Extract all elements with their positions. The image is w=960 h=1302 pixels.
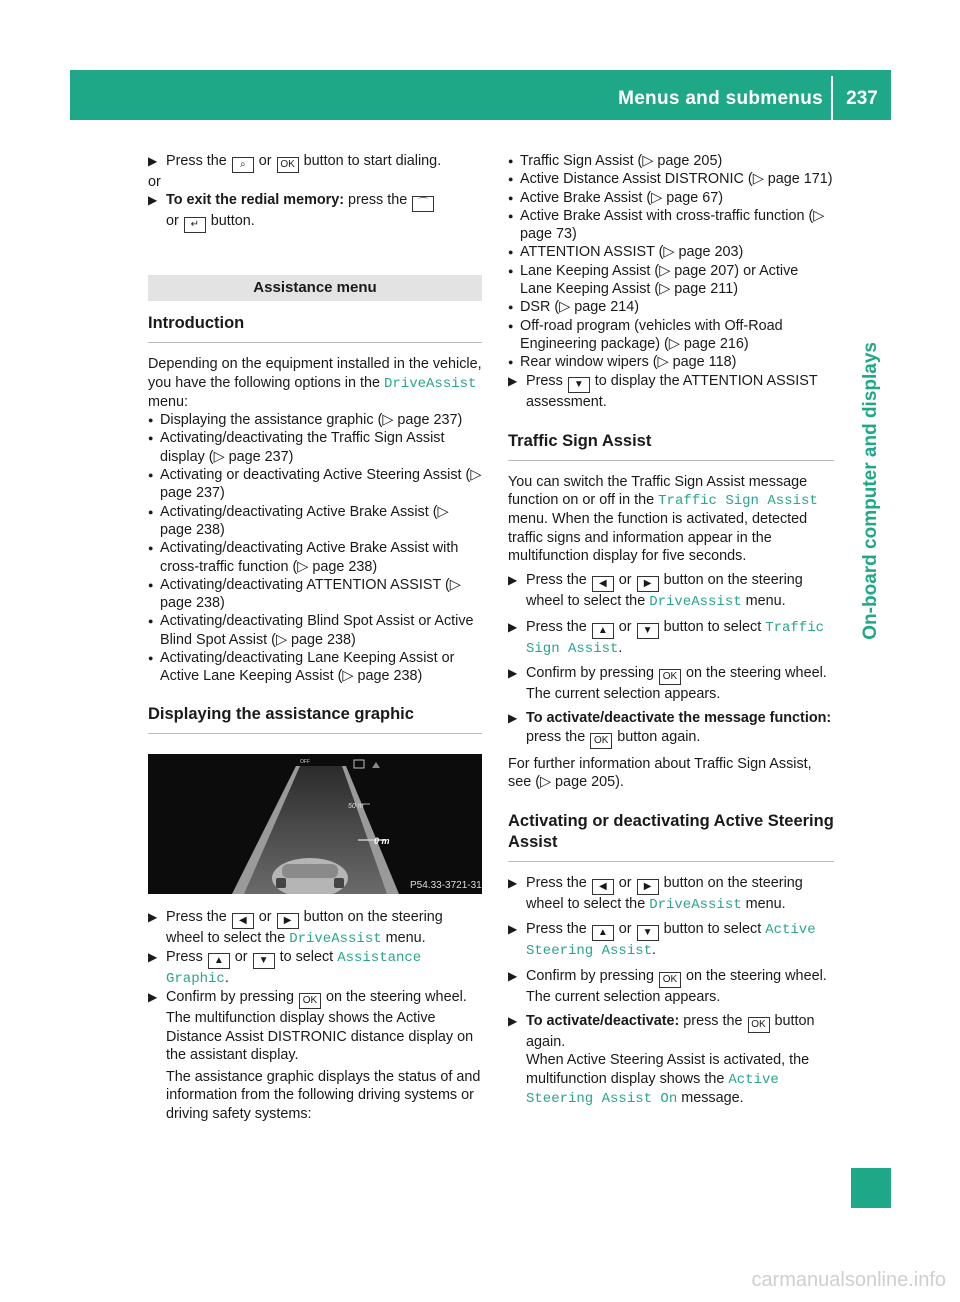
heading-introduction: Introduction: [148, 313, 482, 343]
left-key-icon: ◀: [592, 879, 614, 895]
step-arrow-icon: ▶: [508, 922, 518, 937]
down-key-icon: ▼: [637, 623, 659, 639]
step-arrow-icon: ▶: [508, 968, 518, 983]
or-text: or: [148, 174, 161, 190]
tsa-more-info: For further information about Traffic Sign Assist, see (▷ page 205).: [508, 755, 812, 790]
phone-icon: ⌕: [232, 157, 254, 173]
options-list: [148, 411, 482, 685]
step-arrow-icon: ▶: [508, 876, 518, 891]
instruction-step: ▶ Press the ▲ or ▼ button to select Traffic Sign Assist.: [508, 618, 825, 657]
tsa-paragraph: You can switch the Traffic Sign Assist message function on or off in the Traffic Sign Assist menu. When the function is activated, detected traffic signs and information appear in the multifunction display for five seconds.: [508, 473, 818, 565]
side-tab-label: On-board computer and displays: [860, 342, 881, 640]
page-number: 237: [846, 88, 878, 109]
list-item: ● Traffic Sign Assist (▷ page 205): [508, 153, 723, 169]
instruction-step: ▶ Press ▼ to display the ATTENTION ASSIST assessment.: [508, 372, 818, 410]
off-label: OFF: [300, 758, 310, 765]
left-key-icon: ◀: [592, 576, 614, 592]
heading-traffic-sign-assist: Traffic Sign Assist: [508, 431, 834, 461]
instruction-step: ▶ To activate/deactivate the message function: press the OK button again.: [508, 709, 834, 748]
ok-key-icon: OK: [659, 669, 681, 685]
up-key-icon: ▲: [592, 623, 614, 639]
left-key-icon: ◀: [232, 913, 254, 929]
step-arrow-icon: ▶: [508, 711, 518, 726]
step-arrow-icon: ▶: [508, 619, 518, 634]
intro-paragraph: Depending on the equipment installed in the vehicle, you have the following options in the DriveAssist menu:: [148, 356, 482, 410]
list-item: ● Activating/deactivating ATTENTION ASSIST (▷ page 238): [148, 576, 461, 612]
section-bar: Assistance menu: [148, 275, 482, 301]
instruction-step: ▶ Press the ◀ or ▶ button on the steering wheel to select the DriveAssist menu.: [508, 572, 803, 611]
list-item: ● ATTENTION ASSIST (▷ page 203): [508, 244, 744, 261]
down-key-icon: ▼: [568, 377, 590, 393]
instruction-step: ▶ Press the ◀ or ▶ button on the steering wheel to select the DriveAssist menu.: [148, 908, 443, 947]
watermark: carmanualsonline.info: [751, 1269, 946, 1291]
step-arrow-icon: ▶: [148, 909, 158, 924]
instruction-step: ▶ To exit the redial memory: press the ⌒ or ↵ button.: [148, 191, 482, 233]
ok-key-icon: OK: [590, 733, 612, 749]
step-arrow-icon: ▶: [508, 573, 518, 588]
ok-key-icon: OK: [748, 1017, 770, 1033]
instruction-step: ▶ Confirm by pressing OK on the steering wheel. The current selection appears.: [508, 967, 827, 1005]
step-arrow-icon: ▶: [148, 949, 158, 964]
down-key-icon: ▼: [253, 953, 275, 969]
step-arrow-icon: ▶: [148, 154, 158, 168]
list-item: ● Rear window wipers (▷ page 118): [508, 354, 737, 371]
step-arrow-icon: ▶: [148, 193, 158, 208]
instruction-step: ▶ Confirm by pressing OK on the steering wheel. The multifunction display shows the Active Distance Assist DISTRONIC distance display on the assistant display. The assistance graphic displays the status of and information from the following driving systems or driving safety systems:: [148, 989, 481, 1122]
heading-assistance-graphic: Displaying the assistance graphic: [148, 704, 482, 734]
distance-0-label: 0 m: [374, 835, 390, 846]
side-tab: [851, 120, 891, 950]
right-key-icon: ▶: [637, 576, 659, 592]
step-arrow-icon: ▶: [148, 990, 158, 1005]
header-title: Menus and submenus: [618, 88, 823, 109]
instruction-step: ▶ Press the ◀ or ▶ button on the steering wheel to select the DriveAssist menu.: [508, 875, 803, 914]
step-arrow-icon: ▶: [508, 665, 518, 680]
distance-50-label: 50 m: [348, 802, 364, 810]
list-item: ● Active Brake Assist (▷ page 67): [508, 189, 724, 206]
assistance-graphic-svg: [148, 754, 482, 894]
right-column: [508, 152, 834, 1108]
image-code-label: P54.33-3721-31: [410, 879, 482, 891]
ok-key-icon: OK: [659, 972, 681, 988]
left-column: [148, 152, 482, 1123]
list-item: ● Activating/deactivating Active Brake Assist (▷ page 238): [148, 503, 449, 538]
ok-key-icon: OK: [277, 157, 299, 173]
up-key-icon: ▲: [208, 953, 230, 969]
heading-active-steering-assist: Activating or deactivating Active Steering Assist: [508, 811, 834, 862]
ok-key-icon: OK: [299, 993, 321, 1009]
list-item: ● Activating/deactivating Blind Spot Assist or Active Blind Spot Assist (▷ page 238): [148, 613, 474, 648]
down-key-icon: ▼: [637, 925, 659, 941]
list-item: ● Activating/deactivating Lane Keeping Assist or Active Lane Keeping Assist (▷ page 238): [148, 650, 455, 685]
assistance-graphic-image: [148, 754, 482, 894]
list-item: ● Lane Keeping Assist (▷ page 207) or Active Lane Keeping Assist (▷ page 211): [508, 262, 799, 298]
instruction-step: ▶ To activate/deactivate: press the OK button again. When Active Steering Assist is activated, the multifunction display shows the Active Steering Assist On message.: [508, 1013, 815, 1107]
step-arrow-icon: ▶: [508, 373, 518, 388]
list-item: ● Activating/deactivating the Traffic Sign Assist display (▷ page 237): [148, 430, 445, 465]
step-arrow-icon: ▶: [508, 1014, 518, 1029]
up-key-icon: ▲: [592, 925, 614, 941]
list-item: ● Displaying the assistance graphic (▷ page 237): [148, 412, 463, 429]
instruction-step: ▶ Press ▲ or ▼ to select Assistance Graphic.: [148, 948, 422, 987]
page-header: [70, 70, 891, 120]
instruction-step: ▶ Confirm by pressing OK on the steering wheel. The current selection appears.: [508, 664, 827, 702]
list-item: ● Activating or deactivating Active Steering Assist (▷ page 237): [148, 467, 482, 502]
list-item: ● Off-road program (vehicles with Off-Road Engineering package) (▷ page 216): [508, 317, 783, 352]
list-item: ● Activating/deactivating Active Brake Assist with cross-traffic function (▷ page 238): [148, 540, 459, 575]
list-item: ● Active Brake Assist with cross-traffic function (▷ page 73): [508, 207, 825, 243]
systems-list: [508, 152, 834, 372]
back-icon: ↵: [184, 217, 206, 233]
list-item: ● DSR (▷ page 214): [508, 299, 640, 316]
instruction-step: ▶ Press the ⌕ or OK button to start dialing.: [148, 152, 482, 173]
right-key-icon: ▶: [637, 879, 659, 895]
instruction-step: ▶ Press the ▲ or ▼ button to select Active Steering Assist.: [508, 921, 816, 960]
list-item: ● Active Distance Assist DISTRONIC (▷ page 171): [508, 171, 833, 188]
side-tab-block: [851, 1168, 891, 1208]
right-key-icon: ▶: [277, 913, 299, 929]
hang-up-icon: ⌒: [412, 196, 434, 212]
